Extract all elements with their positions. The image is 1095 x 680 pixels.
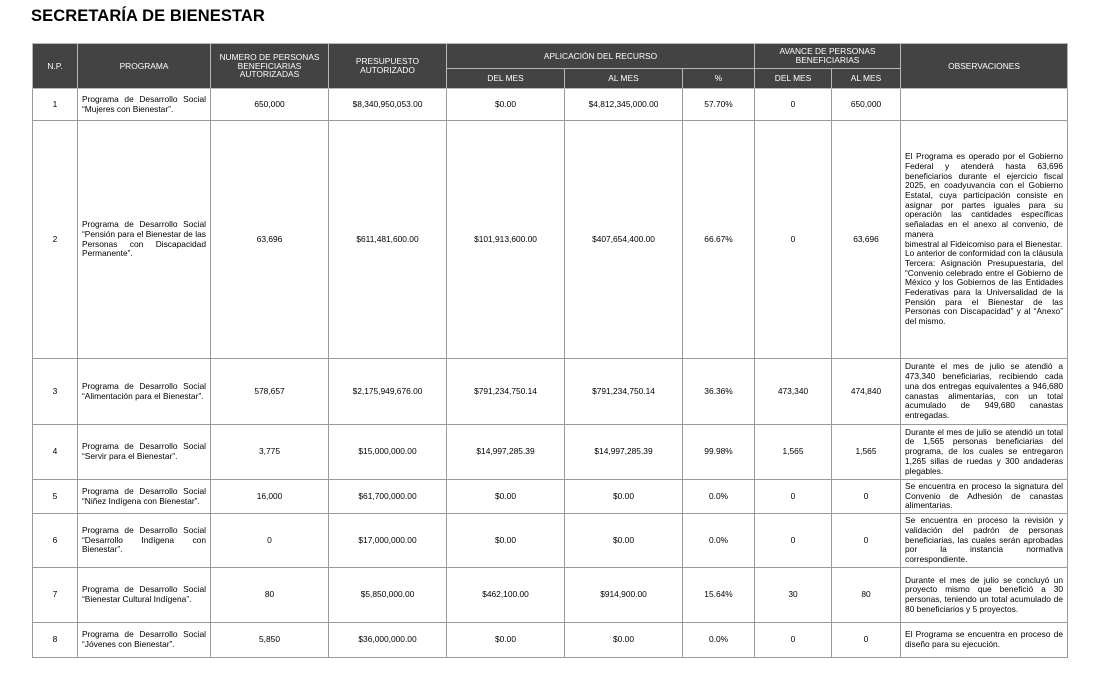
cell-pct: 0.0% [683,514,755,568]
cell-beneficiarias: 650,000 [211,89,329,121]
cell-del-mes: $0.00 [447,514,565,568]
cell-presupuesto: $15,000,000.00 [329,425,447,480]
cell-avance-al-mes: 63,696 [832,121,901,359]
cell-presupuesto: $5,850,000.00 [329,568,447,623]
cell-np: 6 [33,514,78,568]
cell-beneficiarias: 16,000 [211,480,329,514]
table-body [33,89,1068,658]
cell-del-mes: $0.00 [447,89,565,121]
cell-al-mes: $0.00 [565,514,683,568]
cell-pct: 15.64% [683,568,755,623]
cell-observaciones [901,121,1068,359]
observacion-paragraph: Durante el mes de julio se atendió a 473,340 beneficiarias, recibiendo cada una dos entregas equivalentes a 946,680 canastas alimentarias, con un total acumulado de 949,680 canastas entregadas. [905,361,1064,420]
cell-presupuesto: $8,340,950,053.00 [329,89,447,121]
table-row [33,568,1068,623]
cell-al-mes: $791,234,750.14 [565,359,683,425]
cell-programa: Programa de Desarrollo Social “Pensión para el Bienestar de las Personas con Discapacidad Permanente”. [78,121,211,359]
cell-del-mes: $0.00 [447,480,565,514]
cell-avance-al-mes: 80 [832,568,901,623]
cell-beneficiarias: 0 [211,514,329,568]
observacion-paragraph: Durante el mes de julio se concluyó un proyecto mismo que benefició a 30 personas, teniendo un total acumulado de 80 beneficiarios y 5 proyectos. [905,574,1064,614]
cell-observaciones [901,89,1068,121]
cell-presupuesto: $611,481,600.00 [329,121,447,359]
header-al-mes: AL MES [565,69,683,89]
cell-observaciones [901,568,1068,623]
observacion-paragraph: Se encuentra en proceso la revisión y validación del padrón de personas beneficiarias, las cuales serán aprobadas por la instancia normativa correspondiente. [905,515,1064,565]
cell-avance-al-mes: 0 [832,623,901,658]
cell-pct: 36.36% [683,359,755,425]
cell-al-mes: $0.00 [565,480,683,514]
cell-avance-al-mes: 650,000 [832,89,901,121]
cell-avance-al-mes: 0 [832,514,901,568]
cell-del-mes: $101,913,600.00 [447,121,565,359]
cell-np: 2 [33,121,78,359]
table-row [33,480,1068,514]
observacion-paragraph: Durante el mes de julio se atendió un total de 1,565 personas beneficiarias del programa, de los cuales se entregaron 1,265 sillas de ruedas y 300 andaderas plegables. [905,426,1064,476]
cell-pct: 57.70% [683,89,755,121]
cell-programa: Programa de Desarrollo Social “Desarrollo Indígena con Bienestar”. [78,514,211,568]
header-observaciones: OBSERVACIONES [901,44,1068,89]
header-avance-al-mes: AL MES [832,69,901,89]
header-del-mes: DEL MES [447,69,565,89]
cell-avance-del-mes: 0 [755,480,832,514]
cell-presupuesto: $61,700,000.00 [329,480,447,514]
cell-beneficiarias: 80 [211,568,329,623]
header-programa: PROGRAMA [78,44,211,89]
cell-beneficiarias: 578,657 [211,359,329,425]
cell-programa: Programa de Desarrollo Social “Mujeres con Bienestar”. [78,89,211,121]
cell-avance-del-mes: 0 [755,89,832,121]
cell-avance-del-mes: 0 [755,514,832,568]
cell-np: 7 [33,568,78,623]
table-row [33,89,1068,121]
cell-beneficiarias: 5,850 [211,623,329,658]
cell-np: 5 [33,480,78,514]
cell-pct: 0.0% [683,480,755,514]
cell-avance-al-mes: 0 [832,480,901,514]
observacion-paragraph: bimestral al Fideicomiso para el Bienestar. [905,238,1063,249]
cell-np: 4 [33,425,78,480]
table-row [33,121,1068,359]
cell-del-mes: $462,100.00 [447,568,565,623]
table-row [33,623,1068,658]
cell-avance-del-mes: 0 [755,121,832,359]
cell-programa: Programa de Desarrollo Social “Jóvenes con Bienestar”. [78,623,211,658]
header-presupuesto: PRESUPUESTO AUTORIZADO [329,44,447,89]
header-avance: AVANCE DE PERSONAS BENEFICIARIAS [755,44,901,69]
cell-beneficiarias: 63,696 [211,121,329,359]
cell-al-mes: $914,900.00 [565,568,683,623]
cell-al-mes: $14,997,285.39 [565,425,683,480]
cell-np: 3 [33,359,78,425]
cell-pct: 99.98% [683,425,755,480]
cell-avance-al-mes: 1,565 [832,425,901,480]
cell-avance-del-mes: 30 [755,568,832,623]
cell-al-mes: $0.00 [565,623,683,658]
cell-avance-del-mes: 473,340 [755,359,832,425]
cell-pct: 66.67% [683,121,755,359]
cell-del-mes: $0.00 [447,623,565,658]
cell-presupuesto: $2,175,949,676.00 [329,359,447,425]
cell-avance-al-mes: 474,840 [832,359,901,425]
cell-avance-del-mes: 0 [755,623,832,658]
cell-observaciones [901,480,1068,514]
cell-avance-del-mes: 1,565 [755,425,832,480]
observacion-paragraph: Se encuentra en proceso la signatura del Convenio de Adhesión de canastas alimentarias. [905,480,1064,511]
header-pct: % [683,69,755,89]
table-row [33,425,1068,480]
observacion-paragraph: El Programa es operado por el Gobierno Federal y atenderá hasta 63,696 beneficiarios durante el ejercicio fiscal 2025, en coadyuvancia con el Gobierno Estatal, cuya participación consiste en asignar por partes iguales para su operación las cantidades específicas señaladas en el anexo al convenio, de manera [905,151,1064,239]
cell-presupuesto: $17,000,000.00 [329,514,447,568]
cell-beneficiarias: 3,775 [211,425,329,480]
cell-del-mes: $791,234,750.14 [447,359,565,425]
cell-del-mes: $14,997,285.39 [447,425,565,480]
table-row [33,359,1068,425]
cell-observaciones [901,425,1068,480]
cell-observaciones [901,359,1068,425]
cell-presupuesto: $36,000,000.00 [329,623,447,658]
observacion-paragraph: El Programa se encuentra en proceso de diseño para su ejecución. [905,629,1064,649]
cell-programa: Programa de Desarrollo Social “Servir para el Bienestar”. [78,425,211,480]
observacion-paragraph: Lo anterior de conformidad con la cláusula Tercera: Asignación Presupuestaria, del “Convenio celebrado entre el Gobierno de México y los Gobiernos de las Entidades Federativas para la Universalidad de la Pensión para el Bienestar de las Personas con Discapacidad” y al “Anexo” del mismo. [905,248,1064,327]
header-aplicacion: APLICACIÓN DEL RECURSO [447,44,755,69]
table-row [33,514,1068,568]
page-title: SECRETARÍA DE BIENESTAR [31,7,265,25]
cell-programa: Programa de Desarrollo Social “Bienestar Cultural Indígena”. [78,568,211,623]
header-beneficiarias: NUMERO DE PERSONAS BENEFICIARIAS AUTORIZADAS [211,44,329,89]
cell-programa: Programa de Desarrollo Social “Alimentación para el Bienestar”. [78,359,211,425]
cell-pct: 0.0% [683,623,755,658]
cell-observaciones [901,514,1068,568]
cell-np: 1 [33,89,78,121]
cell-programa: Programa de Desarrollo Social “Niñez Indígena con Bienestar”. [78,480,211,514]
cell-np: 8 [33,623,78,658]
cell-al-mes: $4,812,345,000.00 [565,89,683,121]
cell-al-mes: $407,654,400.00 [565,121,683,359]
header-avance-del-mes: DEL MES [755,69,832,89]
cell-observaciones [901,623,1068,658]
header-np: N.P. [33,44,78,89]
programs-table [32,43,1068,658]
